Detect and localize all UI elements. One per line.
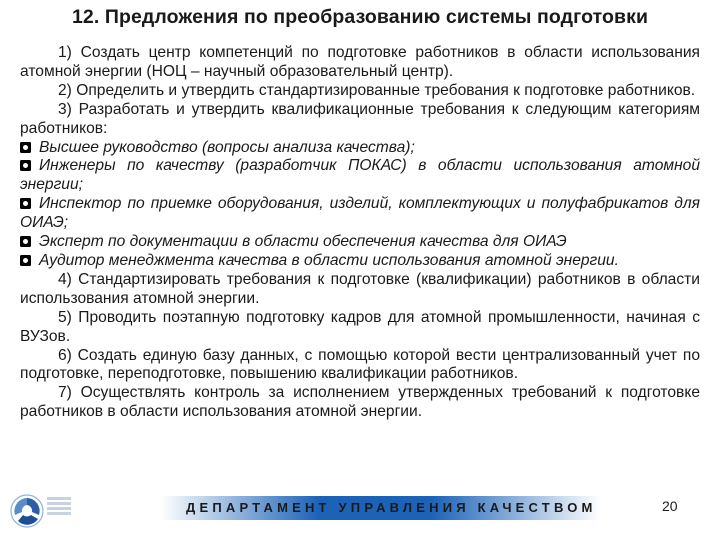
page-number: 20: [662, 498, 678, 514]
item-text: 5) Проводить поэтапную подготовку кадров для атомной промышленности, начиная с ВУЗов.: [20, 308, 700, 345]
item-text: Инженеры по качеству (разработчик ПОКАС) в области использования атомной энергии;: [20, 157, 700, 194]
numbered-item: [20, 309, 700, 347]
item-text: 3) Разработать и утвердить квалификационные требования к следующим категориям работников:: [20, 100, 700, 137]
checkbox-bullet-icon: [20, 198, 31, 209]
bullet-item: [20, 157, 700, 195]
item-text: 1) Создать центр компетенций по подготовке работников в области использования атомной энергии (НОЦ – научный образовательный центр).: [20, 44, 700, 80]
numbered-item: [20, 44, 700, 82]
item-text: 4) Стандартизировать требования к подготовке (квалификации) работников в области использования атомной энергии.: [20, 270, 700, 307]
item-text: 7) Осуществлять контроль за исполнением утвержденных требований к подготовке работников в области использования атомной энергии.: [20, 384, 700, 421]
bullet-item: [20, 252, 700, 271]
department-name: ДЕПАРТАМЕНТ УПРАВЛЕНИЯ КАЧЕСТВОМ: [186, 500, 597, 515]
item-text: Инспектор по приемке оборудования, изделий, комплектующих и полуфабрикатов для ОИАЭ;: [20, 195, 700, 232]
checkbox-bullet-icon: [20, 160, 31, 171]
item-text: Высшее руководство (вопросы анализа качества);: [39, 138, 415, 156]
checkbox-bullet-icon: [20, 255, 31, 266]
item-text: Аудитор менеджмента качества в области использования атомной энергии.: [39, 251, 619, 269]
numbered-item: [20, 347, 700, 385]
footer-bar: [92, 496, 658, 520]
checkbox-bullet-icon: [20, 236, 31, 247]
numbered-item: [20, 82, 700, 101]
bullet-item: [20, 195, 700, 233]
numbered-item: [20, 101, 700, 139]
bullet-item: [20, 233, 700, 252]
numbered-item: [20, 271, 700, 309]
item-text: 6) Создать единую базу данных, с помощью которой вести централизованный учет по подготовке, переподготовке, повышению квалификации работников.: [20, 346, 700, 383]
numbered-item: [20, 384, 700, 422]
bullet-item: [20, 139, 700, 158]
slide-title: 12. Предложения по преобразованию системы подготовки: [71, 6, 649, 28]
item-text: Эксперт по документации в области обеспечения качества для ОИАЭ: [39, 233, 567, 251]
checkbox-bullet-icon: [20, 142, 31, 153]
proposals-list: [20, 44, 700, 422]
logo-caption: [47, 497, 71, 515]
rosatom-logo-icon: [10, 494, 44, 528]
item-text: 2) Определить и утвердить стандартизированные требования к подготовке работников.: [58, 81, 696, 99]
